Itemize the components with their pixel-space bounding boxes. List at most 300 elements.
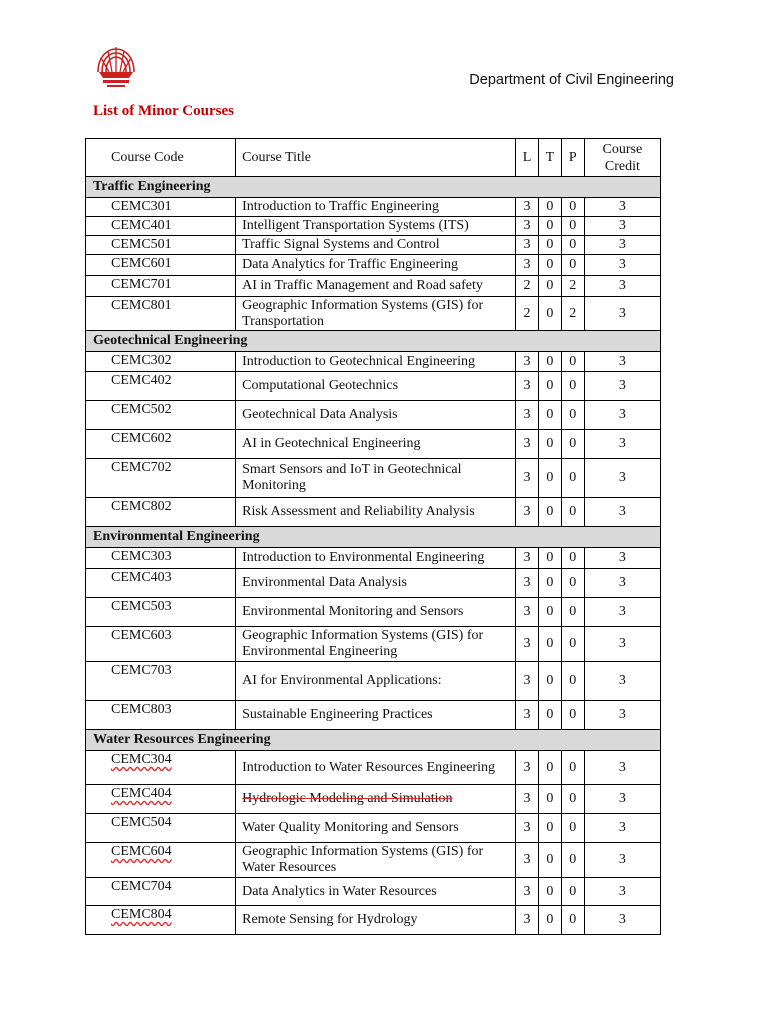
practical-hours-cell-text: 0: [569, 257, 577, 272]
course-credit-cell: [584, 569, 660, 598]
course-credit-cell-text: 3: [618, 378, 626, 393]
lecture-hours-cell: [516, 843, 539, 878]
course-title-cell-text: Intelligent Transportation Systems (ITS): [242, 218, 469, 233]
practical-hours-cell: [561, 627, 584, 662]
course-credit-cell: [584, 751, 660, 785]
tutorial-hours-cell: [538, 297, 561, 331]
lecture-hours-cell-text: 3: [523, 436, 531, 451]
table-row: [86, 906, 661, 935]
course-title-cell-text: Remote Sensing for Hydrology: [242, 912, 418, 927]
course-title-cell-text: AI for Environmental Applications:: [242, 673, 442, 688]
table-row: [86, 627, 661, 662]
lecture-hours-cell-text: 3: [523, 820, 531, 835]
header-course-title: Course Title: [236, 139, 516, 177]
practical-hours-cell-text: 0: [569, 504, 577, 519]
course-code-cell-text: CEMC503: [111, 599, 172, 614]
practical-hours-cell: [561, 401, 584, 430]
course-code-cell: [86, 498, 236, 527]
table-body: [86, 177, 661, 935]
lecture-hours-cell-text: 3: [523, 636, 531, 651]
tutorial-hours-cell: [538, 217, 561, 236]
practical-hours-cell-text: 0: [569, 575, 577, 590]
practical-hours-cell-text: 2: [569, 305, 577, 321]
tutorial-hours-cell: [538, 785, 561, 814]
course-code-cell: [86, 297, 236, 331]
course-credit-cell: [584, 297, 660, 331]
lecture-hours-cell-text: 3: [523, 218, 531, 233]
practical-hours-cell-text: 0: [569, 791, 577, 806]
tutorial-hours-cell-text: 0: [546, 237, 554, 252]
course-title-cell-text: Risk Assessment and Reliability Analysis: [242, 504, 475, 519]
course-credit-cell-text: 3: [618, 575, 626, 590]
course-code-cell-text: CEMC302: [111, 353, 172, 368]
tutorial-hours-cell: [538, 627, 561, 662]
course-code-cell-text: CEMC601: [111, 256, 172, 271]
lecture-hours-cell: [516, 569, 539, 598]
course-code-cell: [86, 255, 236, 276]
course-title-cell: [236, 217, 516, 236]
course-credit-cell-text: 3: [618, 852, 626, 867]
course-credit-cell-text: 3: [618, 278, 626, 293]
practical-hours-cell-text: 0: [569, 199, 577, 214]
lecture-hours-cell: [516, 297, 539, 331]
course-credit-cell: [584, 785, 660, 814]
section-title: Water Resources Engineering: [86, 730, 661, 751]
minor-courses-table: [85, 138, 661, 935]
course-title-cell-text: Traffic Signal Systems and Control: [242, 237, 440, 252]
course-title-cell: [236, 814, 516, 843]
course-title-cell-text: Data Analytics for Traffic Engineering: [242, 257, 459, 272]
lecture-hours-cell: [516, 498, 539, 527]
practical-hours-cell: [561, 906, 584, 935]
tutorial-hours-cell-text: 0: [546, 470, 554, 485]
course-title-cell-text: Geotechnical Data Analysis: [242, 407, 398, 422]
lecture-hours-cell: [516, 276, 539, 297]
course-title-cell: [236, 906, 516, 935]
course-code-cell-text: CEMC803: [111, 702, 172, 717]
lecture-hours-cell: [516, 548, 539, 569]
course-code-cell: [86, 569, 236, 598]
tutorial-hours-cell-text: 0: [546, 199, 554, 214]
course-credit-cell-text: 3: [618, 436, 626, 451]
tutorial-hours-cell-text: 0: [546, 883, 554, 899]
practical-hours-cell-text: 0: [569, 883, 577, 899]
course-credit-cell-text: 3: [618, 353, 626, 369]
lecture-hours-cell: [516, 662, 539, 701]
practical-hours-cell-text: 0: [569, 470, 577, 485]
lecture-hours-cell: [516, 217, 539, 236]
course-title-cell: [236, 297, 516, 331]
tutorial-hours-cell: [538, 878, 561, 906]
tutorial-hours-cell-text: 0: [546, 407, 554, 422]
lecture-hours-cell-text: 3: [523, 707, 531, 722]
table-row: [86, 878, 661, 906]
table-row: [86, 352, 661, 372]
course-code-cell-text: CEMC703: [111, 663, 172, 678]
table-row: [86, 701, 661, 730]
course-code-cell-text: CEMC702: [111, 460, 172, 475]
course-title-cell-text: Introduction to Traffic Engineering: [242, 199, 439, 214]
tutorial-hours-cell-text: 0: [546, 820, 554, 835]
course-credit-cell-text: 3: [618, 257, 626, 272]
tutorial-hours-cell: [538, 459, 561, 498]
course-title-cell: [236, 352, 516, 372]
practical-hours-cell-text: 0: [569, 759, 577, 775]
course-credit-cell: [584, 498, 660, 527]
course-code-cell-text: CEMC502: [111, 402, 172, 417]
practical-hours-cell-text: 0: [569, 407, 577, 422]
practical-hours-cell: [561, 372, 584, 401]
course-credit-cell-text: 3: [618, 407, 626, 422]
course-title-cell-text: Geographic Information Systems (GIS) for Environmental Engineering: [242, 628, 484, 659]
lecture-hours-cell-text: 3: [523, 378, 531, 393]
tutorial-hours-cell: [538, 662, 561, 701]
practical-hours-cell: [561, 548, 584, 569]
tutorial-hours-cell-text: 0: [546, 575, 554, 590]
course-code-cell-text: CEMC401: [111, 218, 172, 233]
course-code-cell-text: CEMC504: [111, 815, 172, 830]
table-row: [86, 814, 661, 843]
course-title-cell-text: Geographic Information Systems (GIS) for Transportation: [242, 297, 484, 329]
course-title-cell: [236, 751, 516, 785]
course-credit-cell-text: 3: [618, 791, 626, 806]
tutorial-hours-cell: [538, 236, 561, 255]
table-row: [86, 372, 661, 401]
course-title-cell: [236, 236, 516, 255]
section-title: Environmental Engineering: [86, 527, 661, 548]
practical-hours-cell-text: 0: [569, 852, 577, 867]
lecture-hours-cell-text: 3: [523, 575, 531, 590]
course-credit-cell-text: 3: [618, 504, 626, 519]
header-t: T: [538, 139, 561, 177]
course-code-cell: [86, 878, 236, 906]
course-code-cell: [86, 662, 236, 701]
practical-hours-cell-text: 0: [569, 707, 577, 722]
header-l: L: [516, 139, 539, 177]
tutorial-hours-cell: [538, 548, 561, 569]
course-credit-cell: [584, 352, 660, 372]
course-code-cell-text: CEMC604: [111, 844, 172, 859]
section-title: Traffic Engineering: [86, 177, 661, 198]
course-credit-cell-text: 3: [618, 218, 626, 233]
course-code-cell-text: CEMC304: [111, 752, 172, 767]
section-header-row: [86, 527, 661, 548]
table-row: [86, 785, 661, 814]
course-title-cell: [236, 498, 516, 527]
course-credit-cell-text: 3: [618, 820, 626, 835]
tutorial-hours-cell: [538, 814, 561, 843]
tutorial-hours-cell-text: 0: [546, 707, 554, 722]
course-credit-cell: [584, 459, 660, 498]
tutorial-hours-cell: [538, 498, 561, 527]
table-row: [86, 217, 661, 236]
course-code-cell-text: CEMC704: [111, 879, 172, 894]
tutorial-hours-cell: [538, 352, 561, 372]
course-credit-cell: [584, 217, 660, 236]
course-credit-cell-text: 3: [618, 759, 626, 775]
tutorial-hours-cell-text: 0: [546, 852, 554, 867]
tutorial-hours-cell: [538, 255, 561, 276]
course-code-cell: [86, 843, 236, 878]
course-credit-cell-text: 3: [618, 305, 626, 321]
course-code-cell: [86, 548, 236, 569]
table-row: [86, 548, 661, 569]
practical-hours-cell: [561, 814, 584, 843]
lecture-hours-cell-text: 3: [523, 883, 531, 899]
course-credit-cell: [584, 906, 660, 935]
table-row: [86, 459, 661, 498]
course-title-cell: [236, 843, 516, 878]
department-name: Department of Civil Engineering: [469, 72, 674, 88]
tutorial-hours-cell-text: 0: [546, 378, 554, 393]
course-title-cell-text: Hydrologic Modeling and Simulation: [242, 791, 453, 806]
lecture-hours-cell: [516, 878, 539, 906]
course-credit-cell: [584, 662, 660, 701]
course-title-cell-text: Geographic Information Systems (GIS) for Water Resources: [242, 844, 484, 875]
course-code-cell: [86, 430, 236, 459]
course-title-cell: [236, 372, 516, 401]
practical-hours-cell-text: 0: [569, 378, 577, 393]
course-title-cell-text: Water Quality Monitoring and Sensors: [242, 820, 459, 835]
table-row: [86, 430, 661, 459]
header-course-code: Course Code: [86, 139, 236, 177]
lecture-hours-cell: [516, 430, 539, 459]
course-code-cell: [86, 217, 236, 236]
practical-hours-cell: [561, 751, 584, 785]
tutorial-hours-cell-text: 0: [546, 912, 554, 927]
lecture-hours-cell-text: 3: [523, 550, 531, 565]
practical-hours-cell: [561, 662, 584, 701]
lecture-hours-cell-text: 3: [523, 673, 531, 688]
section-header-row: [86, 177, 661, 198]
course-title-cell-text: AI in Traffic Management and Road safety: [242, 278, 483, 293]
lecture-hours-cell-text: 2: [523, 278, 531, 293]
lecture-hours-cell: [516, 401, 539, 430]
lecture-hours-cell: [516, 785, 539, 814]
course-title-cell-text: Smart Sensors and IoT in Geotechnical Monitoring: [242, 462, 462, 493]
course-credit-cell: [584, 255, 660, 276]
course-code-cell: [86, 785, 236, 814]
course-credit-cell: [584, 843, 660, 878]
course-credit-cell: [584, 236, 660, 255]
lecture-hours-cell: [516, 701, 539, 730]
practical-hours-cell: [561, 459, 584, 498]
tutorial-hours-cell-text: 0: [546, 353, 554, 369]
course-code-cell: [86, 401, 236, 430]
course-title-cell: [236, 276, 516, 297]
tutorial-hours-cell-text: 0: [546, 278, 554, 293]
lecture-hours-cell-text: 3: [523, 759, 531, 775]
practical-hours-cell: [561, 785, 584, 814]
practical-hours-cell: [561, 276, 584, 297]
course-code-cell: [86, 236, 236, 255]
lecture-hours-cell: [516, 627, 539, 662]
course-code-cell-text: CEMC303: [111, 549, 172, 564]
lecture-hours-cell-text: 3: [523, 257, 531, 272]
tutorial-hours-cell: [538, 401, 561, 430]
table-row: [86, 498, 661, 527]
tutorial-hours-cell: [538, 198, 561, 217]
section-header-row: [86, 730, 661, 751]
course-title-cell: [236, 401, 516, 430]
course-title-cell: [236, 627, 516, 662]
course-title-cell: [236, 255, 516, 276]
practical-hours-cell-text: 0: [569, 353, 577, 369]
lecture-hours-cell-text: 2: [523, 305, 531, 321]
lecture-hours-cell: [516, 598, 539, 627]
practical-hours-cell: [561, 430, 584, 459]
lecture-hours-cell-text: 3: [523, 407, 531, 422]
lecture-hours-cell-text: 3: [523, 791, 531, 806]
course-code-cell: [86, 198, 236, 217]
course-credit-cell: [584, 430, 660, 459]
tutorial-hours-cell-text: 0: [546, 504, 554, 519]
course-title-cell: [236, 878, 516, 906]
tutorial-hours-cell-text: 0: [546, 604, 554, 619]
course-credit-cell-text: 3: [618, 199, 626, 214]
practical-hours-cell-text: 0: [569, 636, 577, 651]
lecture-hours-cell-text: 3: [523, 504, 531, 519]
course-title-cell: [236, 548, 516, 569]
practical-hours-cell-text: 0: [569, 820, 577, 835]
lecture-hours-cell-text: 3: [523, 912, 531, 927]
tutorial-hours-cell-text: 0: [546, 257, 554, 272]
course-credit-cell: [584, 401, 660, 430]
section-header-row: [86, 331, 661, 352]
table-row: [86, 569, 661, 598]
lecture-hours-cell: [516, 906, 539, 935]
practical-hours-cell: [561, 498, 584, 527]
course-title-cell-text: Sustainable Engineering Practices: [242, 707, 433, 722]
lecture-hours-cell: [516, 236, 539, 255]
tutorial-hours-cell-text: 0: [546, 636, 554, 651]
tutorial-hours-cell-text: 0: [546, 436, 554, 451]
course-title-cell-text: Environmental Data Analysis: [242, 575, 407, 590]
lecture-hours-cell-text: 3: [523, 199, 531, 214]
course-title-cell: [236, 430, 516, 459]
course-code-cell: [86, 352, 236, 372]
table-header-row: [86, 139, 661, 177]
course-credit-cell-text: 3: [618, 883, 626, 899]
practical-hours-cell: [561, 217, 584, 236]
tutorial-hours-cell-text: 0: [546, 759, 554, 775]
course-title-cell: [236, 785, 516, 814]
course-code-cell: [86, 372, 236, 401]
course-code-cell: [86, 906, 236, 935]
tutorial-hours-cell: [538, 372, 561, 401]
tutorial-hours-cell: [538, 430, 561, 459]
course-code-cell: [86, 459, 236, 498]
table-row: [86, 401, 661, 430]
course-title-cell-text: Data Analytics in Water Resources: [242, 883, 437, 899]
course-credit-cell: [584, 878, 660, 906]
table-row: [86, 751, 661, 785]
lecture-hours-cell: [516, 751, 539, 785]
tutorial-hours-cell: [538, 906, 561, 935]
practical-hours-cell-text: 2: [569, 278, 577, 293]
course-code-cell-text: CEMC402: [111, 373, 172, 388]
course-code-cell-text: CEMC602: [111, 431, 172, 446]
header-p: P: [561, 139, 584, 177]
header-course-credit: Course Credit: [584, 139, 660, 177]
course-credit-cell: [584, 372, 660, 401]
table-row: [86, 662, 661, 701]
course-credit-cell-text: 3: [618, 604, 626, 619]
tutorial-hours-cell-text: 0: [546, 673, 554, 688]
practical-hours-cell: [561, 198, 584, 217]
tutorial-hours-cell: [538, 598, 561, 627]
institute-logo: [93, 44, 139, 90]
lecture-hours-cell: [516, 814, 539, 843]
course-code-cell-text: CEMC501: [111, 237, 172, 252]
lecture-hours-cell: [516, 372, 539, 401]
practical-hours-cell: [561, 701, 584, 730]
course-code-cell-text: CEMC403: [111, 570, 172, 585]
course-title-cell: [236, 459, 516, 498]
section-title: Geotechnical Engineering: [86, 331, 661, 352]
course-code-cell-text: CEMC301: [111, 199, 172, 214]
course-code-cell: [86, 627, 236, 662]
lecture-hours-cell-text: 3: [523, 604, 531, 619]
course-credit-cell: [584, 548, 660, 569]
course-title-cell-text: Environmental Monitoring and Sensors: [242, 604, 464, 619]
course-code-cell-text: CEMC603: [111, 628, 172, 643]
course-credit-cell: [584, 814, 660, 843]
course-title-cell-text: AI in Geotechnical Engineering: [242, 436, 421, 451]
lecture-hours-cell: [516, 352, 539, 372]
tutorial-hours-cell-text: 0: [546, 791, 554, 806]
lecture-hours-cell-text: 3: [523, 470, 531, 485]
course-credit-cell-text: 3: [618, 550, 626, 565]
course-title-cell: [236, 198, 516, 217]
practical-hours-cell: [561, 352, 584, 372]
practical-hours-cell-text: 0: [569, 436, 577, 451]
course-code-cell: [86, 814, 236, 843]
tutorial-hours-cell: [538, 276, 561, 297]
tutorial-hours-cell-text: 0: [546, 218, 554, 233]
table-row: [86, 598, 661, 627]
course-title-cell: [236, 662, 516, 701]
practical-hours-cell: [561, 569, 584, 598]
practical-hours-cell-text: 0: [569, 237, 577, 252]
tutorial-hours-cell: [538, 569, 561, 598]
course-credit-cell-text: 3: [618, 912, 626, 927]
practical-hours-cell-text: 0: [569, 604, 577, 619]
course-credit-cell-text: 3: [618, 636, 626, 651]
course-title-cell-text: Introduction to Water Resources Engineering: [242, 759, 495, 775]
tutorial-hours-cell-text: 0: [546, 550, 554, 565]
course-credit-cell: [584, 198, 660, 217]
tutorial-hours-cell-text: 0: [546, 305, 554, 321]
course-title-cell-text: Introduction to Geotechnical Engineering: [242, 353, 475, 369]
practical-hours-cell: [561, 878, 584, 906]
course-title-cell-text: Computational Geotechnics: [242, 378, 399, 393]
table-row: [86, 255, 661, 276]
lecture-hours-cell: [516, 459, 539, 498]
course-title-cell: [236, 569, 516, 598]
course-credit-cell-text: 3: [618, 673, 626, 688]
table-row: [86, 843, 661, 878]
course-code-cell: [86, 276, 236, 297]
course-code-cell-text: CEMC802: [111, 499, 172, 514]
course-title-cell: [236, 598, 516, 627]
lecture-hours-cell-text: 3: [523, 237, 531, 252]
table-row: [86, 276, 661, 297]
course-code-cell: [86, 701, 236, 730]
tutorial-hours-cell: [538, 701, 561, 730]
course-credit-cell: [584, 627, 660, 662]
course-code-cell: [86, 751, 236, 785]
